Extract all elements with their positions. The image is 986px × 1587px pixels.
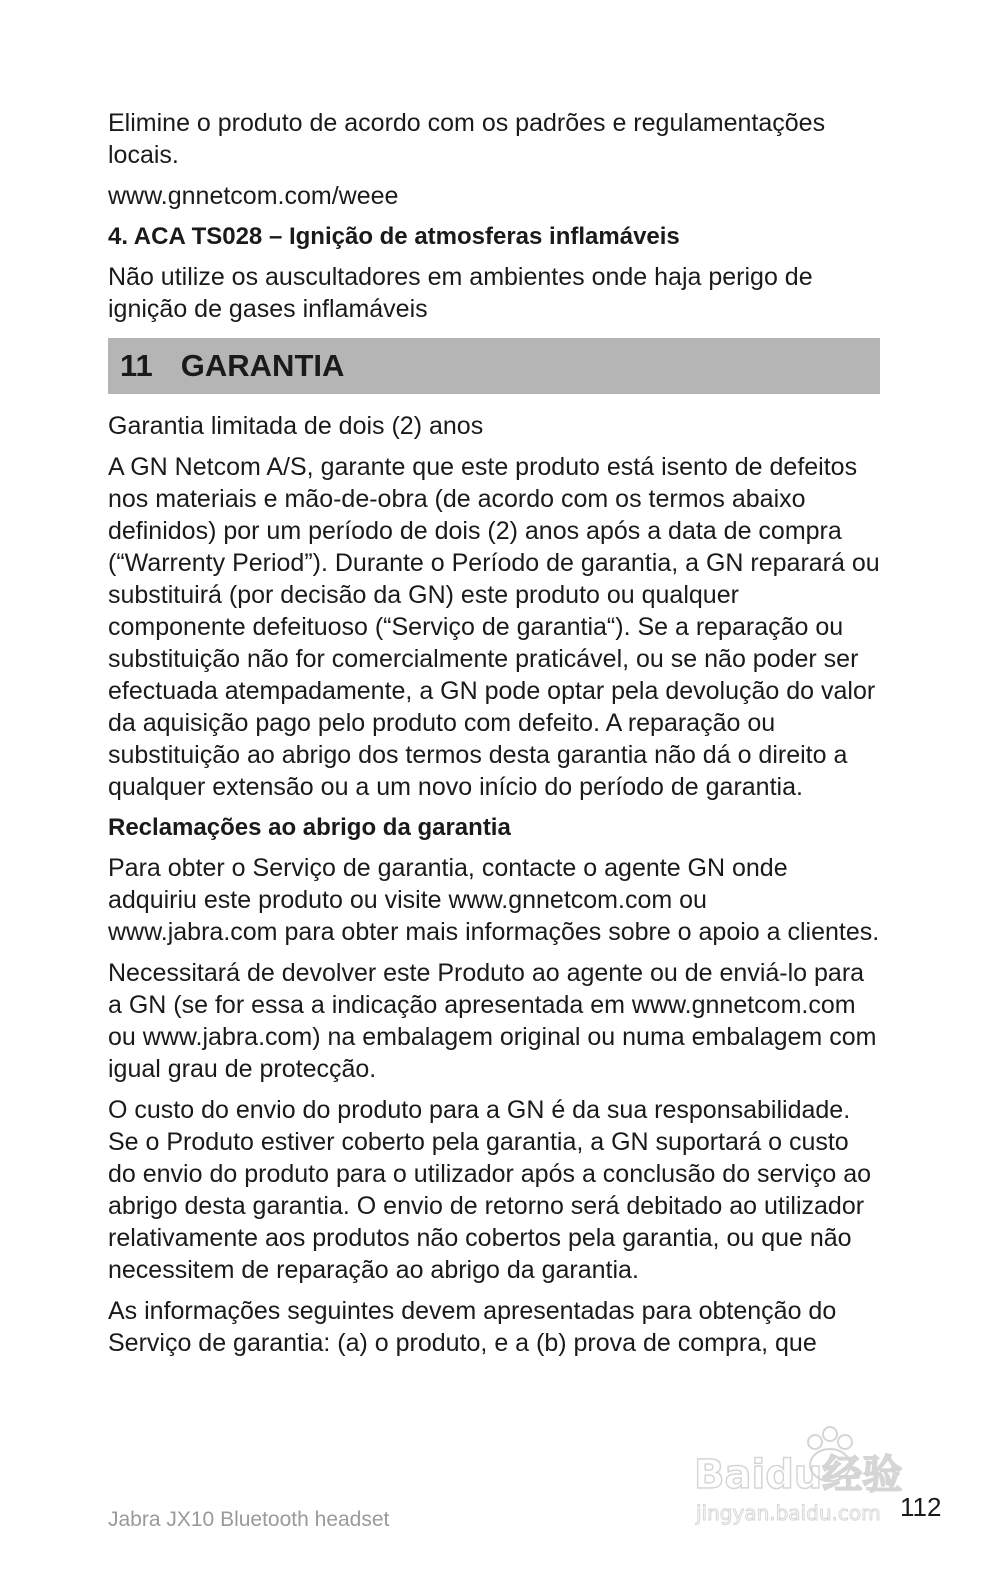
heading-warranty-claims: Reclamações ao abrigo da garantia xyxy=(108,814,511,841)
paragraph-limited-warranty: Garantia limitada de dois (2) anos xyxy=(108,412,484,440)
page-number: 112 xyxy=(900,1492,942,1522)
section-heading-garantia xyxy=(108,338,880,394)
footer-product-name: Jabra JX10 Bluetooth headset xyxy=(108,1508,390,1531)
paragraph-disposal: Elimine o produto de acordo com os padrões e regulamentações locais. xyxy=(108,109,826,169)
watermark-brand: Baidu经验 xyxy=(694,1452,903,1498)
paragraph-ignition: Não utilize os auscultadores em ambientes onde haja perigo de ignição de gases inflamáveis xyxy=(108,263,813,323)
weee-link[interactable]: www.gnnetcom.com/weee xyxy=(108,182,399,210)
paragraph-contact-agent: Para obter o Serviço de garantia, contacte o agente GN onde adquiriu este produto ou visite www.gnnetcom.com ou www.jabra.com para obter mais informações sobre o apoio a clientes. xyxy=(108,854,880,946)
paragraph-warranty-terms: A GN Netcom A/S, garante que este produto está isento de defeitos nos materiais e mão-de-obra (de acordo com os termos abaixo definidos) por um período de dois (2) anos após a data de compra (“Warrenty Period”). Durante o Período de garantia, a GN reparará ou substituirá (por decisão da GN) este produto ou qualquer componente defeituoso (“Serviço de garantia“). Se a reparação ou substituição não for comercialmente praticável, ou se não poder ser efectuada atempadamente, a GN pode optar pela devolução do valor da aquisição pago pelo produto com defeito. A reparação ou substituição ao abrigo dos termos desta garantia não dá o direito a qualquer extensão ou a um novo início do período de garantia. xyxy=(108,453,880,801)
paragraph-required-info: As informações seguintes devem apresentadas para obtenção do Serviço de garantia: (a) o produto, e a (b) prova de compra, que xyxy=(108,1297,837,1357)
watermark-url: jingyan.baidu.com xyxy=(696,1501,881,1525)
paragraph-shipping-cost: O custo do envio do produto para a GN é da sua responsabilidade. Se o Produto estiver coberto pela garantia, a GN suportará o custo do envio do produto para o utilizador após a conclusão do serviço ao abrigo desta garantia. O envio de retorno será debitado ao utilizador relativamente aos produtos não cobertos pela garantia, ou que não necessitem de reparação ao abrigo da garantia. xyxy=(108,1096,872,1284)
heading-aca-ts028: 4. ACA TS028 – Ignição de atmosferas inflamáveis xyxy=(108,223,680,250)
baidu-watermark-logo xyxy=(690,1420,920,1530)
section-title: GARANTIA xyxy=(180,348,345,383)
paragraph-return-product: Necessitará de devolver este Produto ao agente ou de enviá-lo para a GN (se for essa a indicação apresentada em www.gnnetcom.com ou www.jabra.com) na embalagem original ou numa embalagem com igual grau de protecção. xyxy=(108,959,877,1083)
section-number: 11 xyxy=(120,348,153,383)
document-body xyxy=(108,107,880,1368)
